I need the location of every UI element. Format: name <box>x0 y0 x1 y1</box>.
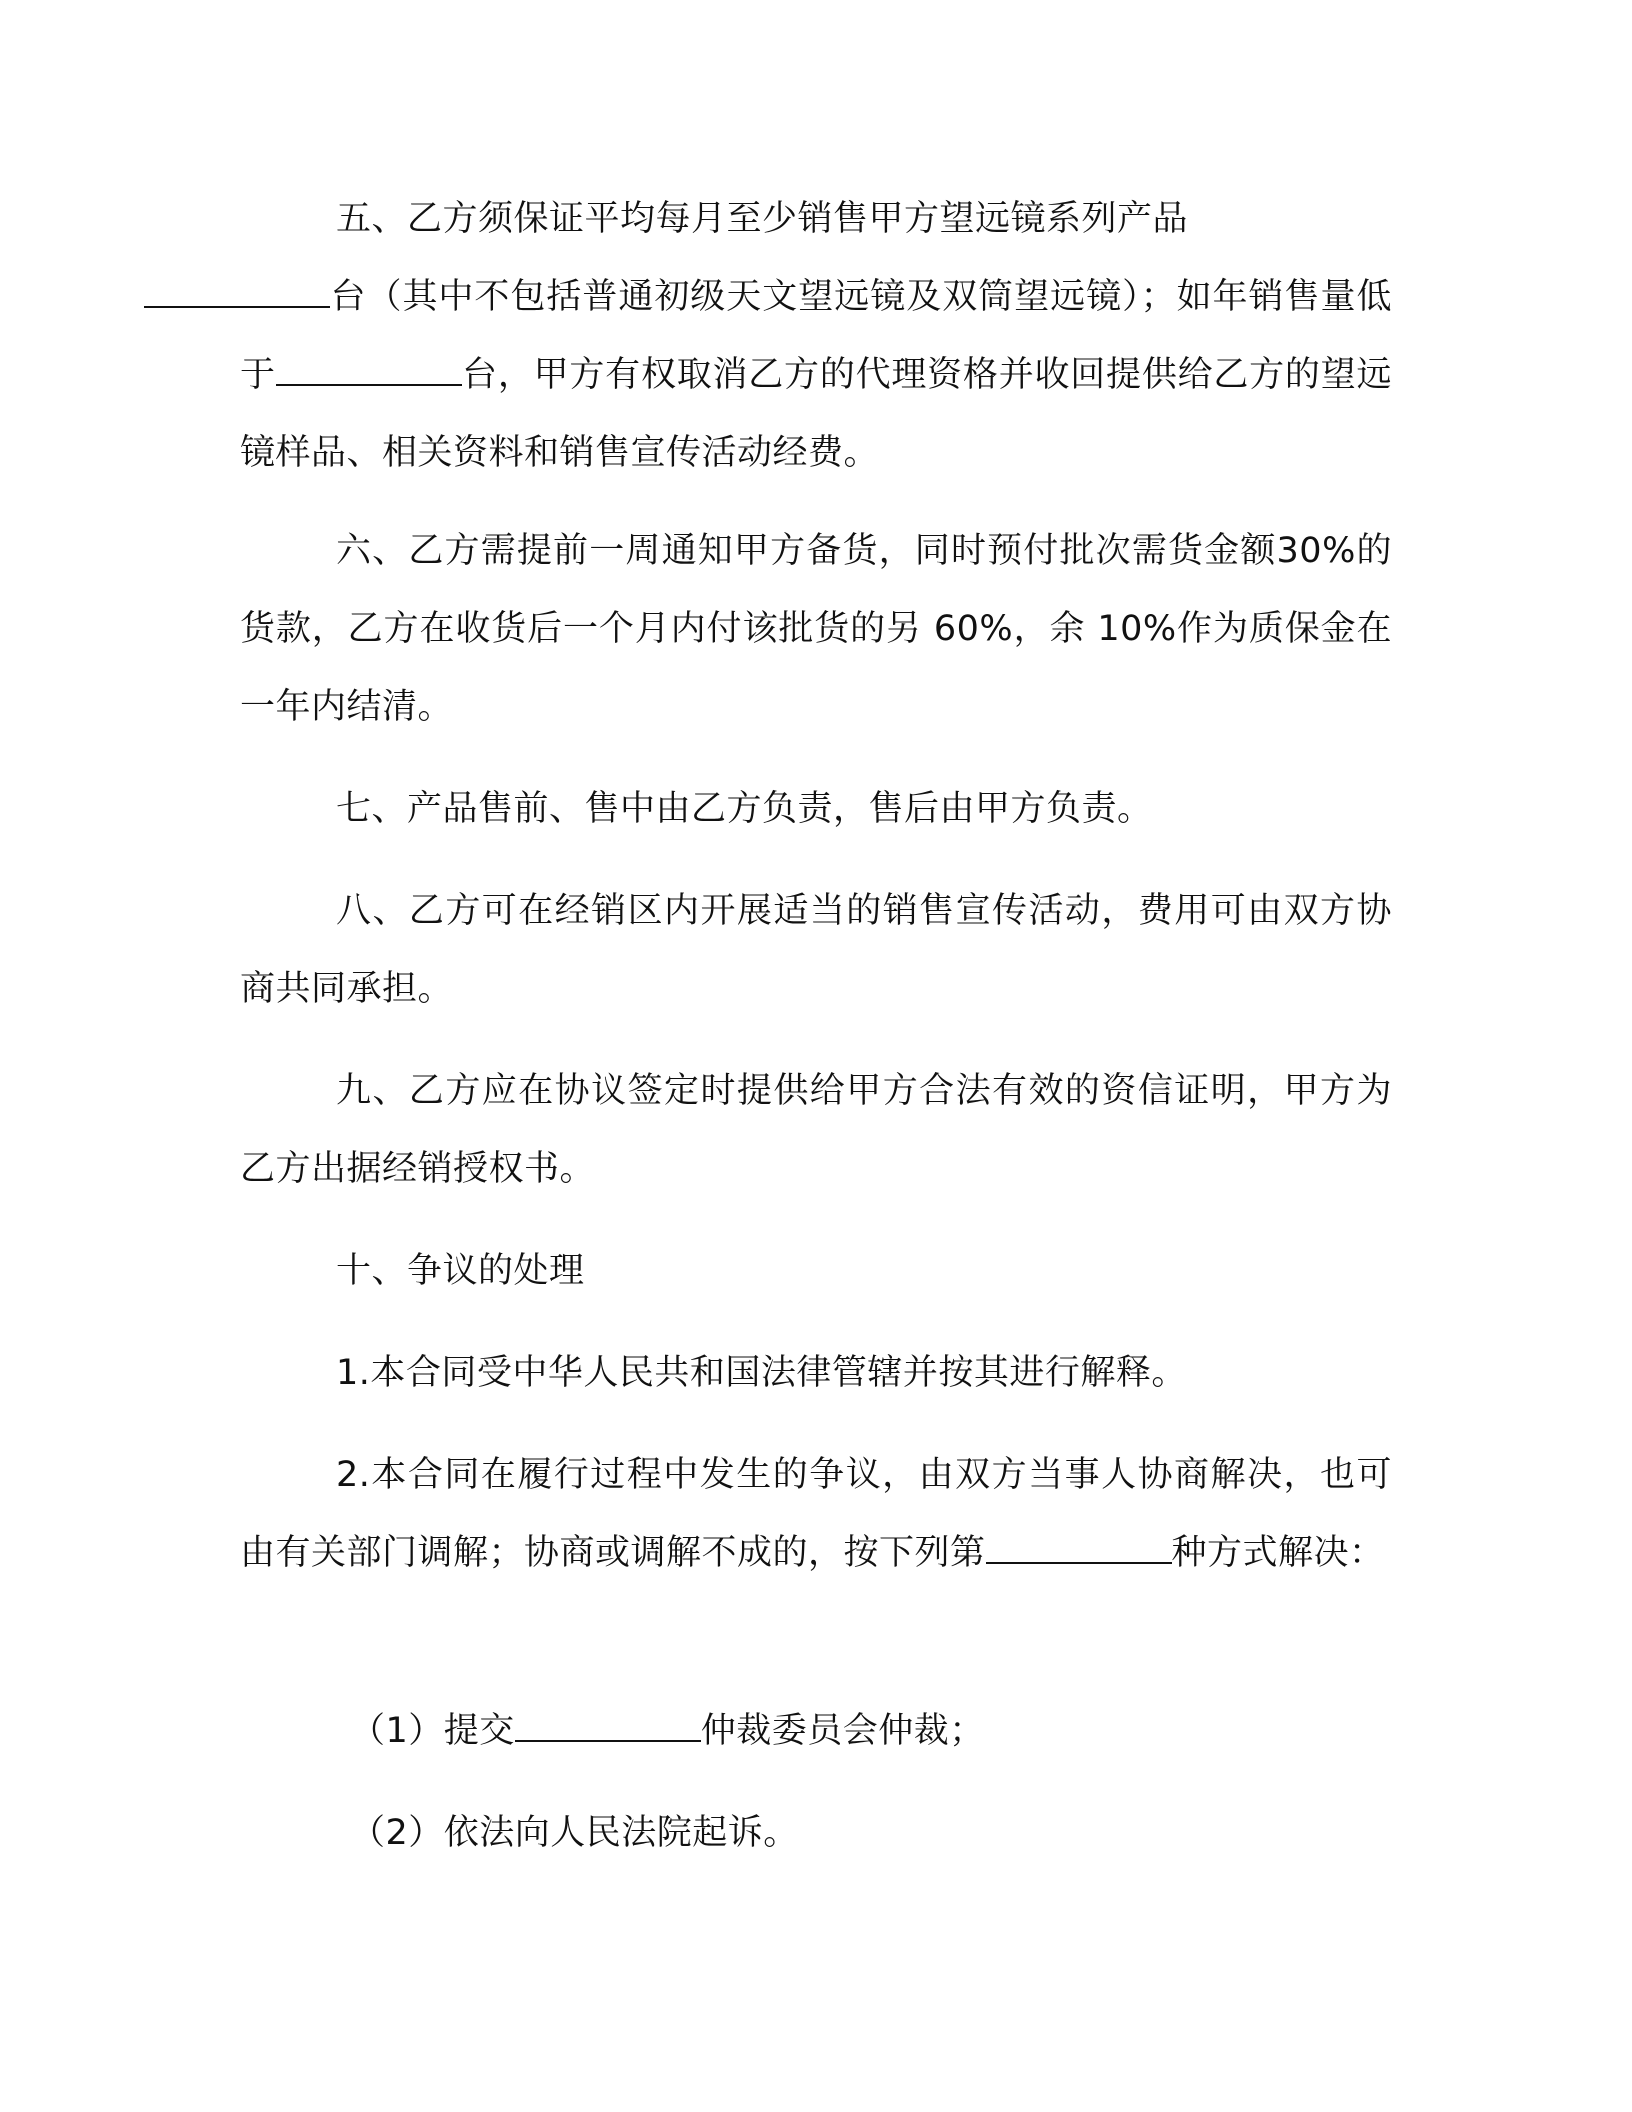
clause-9: 九、乙方应在协议签定时提供给甲方合法有效的资信证明，甲方为乙方出据经销授权书。 <box>240 1071 1392 1189</box>
clause-5 <box>240 180 1392 492</box>
clause-6: 六、乙方需提前一周通知甲方备货，同时预付批次需货金额30%的货款，乙方在收货后一个月内付该批货的另 60%，余 10%作为质保金在一年内结清。 <box>240 531 1392 727</box>
clause-10-item-2-text-b: 种方式解决： <box>1171 1533 1385 1573</box>
clause-10-item-2-text-a: 2.本合同在履行过程中发生的争议，由双方当事人协商解决，也可由有关部门调解；协商或调解不成的，按下列第 <box>240 1455 1392 1573</box>
clause-7: 七、产品售前、售中由乙方负责，售后由甲方负责。 <box>336 789 1153 829</box>
blank-annual-quantity[interactable] <box>276 356 462 386</box>
resolution-option-1-text-a: （1）提交 <box>350 1711 515 1751</box>
resolution-option-1 <box>350 1692 985 1770</box>
blank-resolution-method[interactable] <box>986 1534 1172 1564</box>
clause-5-text-a: 五、乙方须保证平均每月至少销售甲方望远镜系列产品 <box>336 199 1189 239</box>
blank-arbitration-commission[interactable] <box>515 1712 701 1742</box>
clause-8: 八、乙方可在经销区内开展适当的销售宣传活动，费用可由双方协商共同承担。 <box>240 891 1392 1009</box>
clause-10-item-1: 1.本合同受中华人民共和国法律管辖并按其进行解释。 <box>336 1353 1187 1393</box>
clause-10-item-2 <box>240 1436 1392 1592</box>
resolution-option-2: （2）依法向人民法院起诉。 <box>350 1813 799 1853</box>
blank-monthly-quantity[interactable] <box>144 278 330 308</box>
clause-5-text-c: 台，甲方有权取消乙方的代理资格并收回提供给乙方的望远镜样品、相关资料和销售宣传活动经费。 <box>240 355 1392 473</box>
resolution-option-1-text-b: 仲裁委员会仲裁； <box>700 1711 985 1751</box>
clause-5-text-b: 台（其中不包括普通初级天文望远镜及双筒望远镜）；如年销售量低于 <box>240 277 1392 395</box>
clause-10-heading: 十、争议的处理 <box>336 1251 585 1291</box>
